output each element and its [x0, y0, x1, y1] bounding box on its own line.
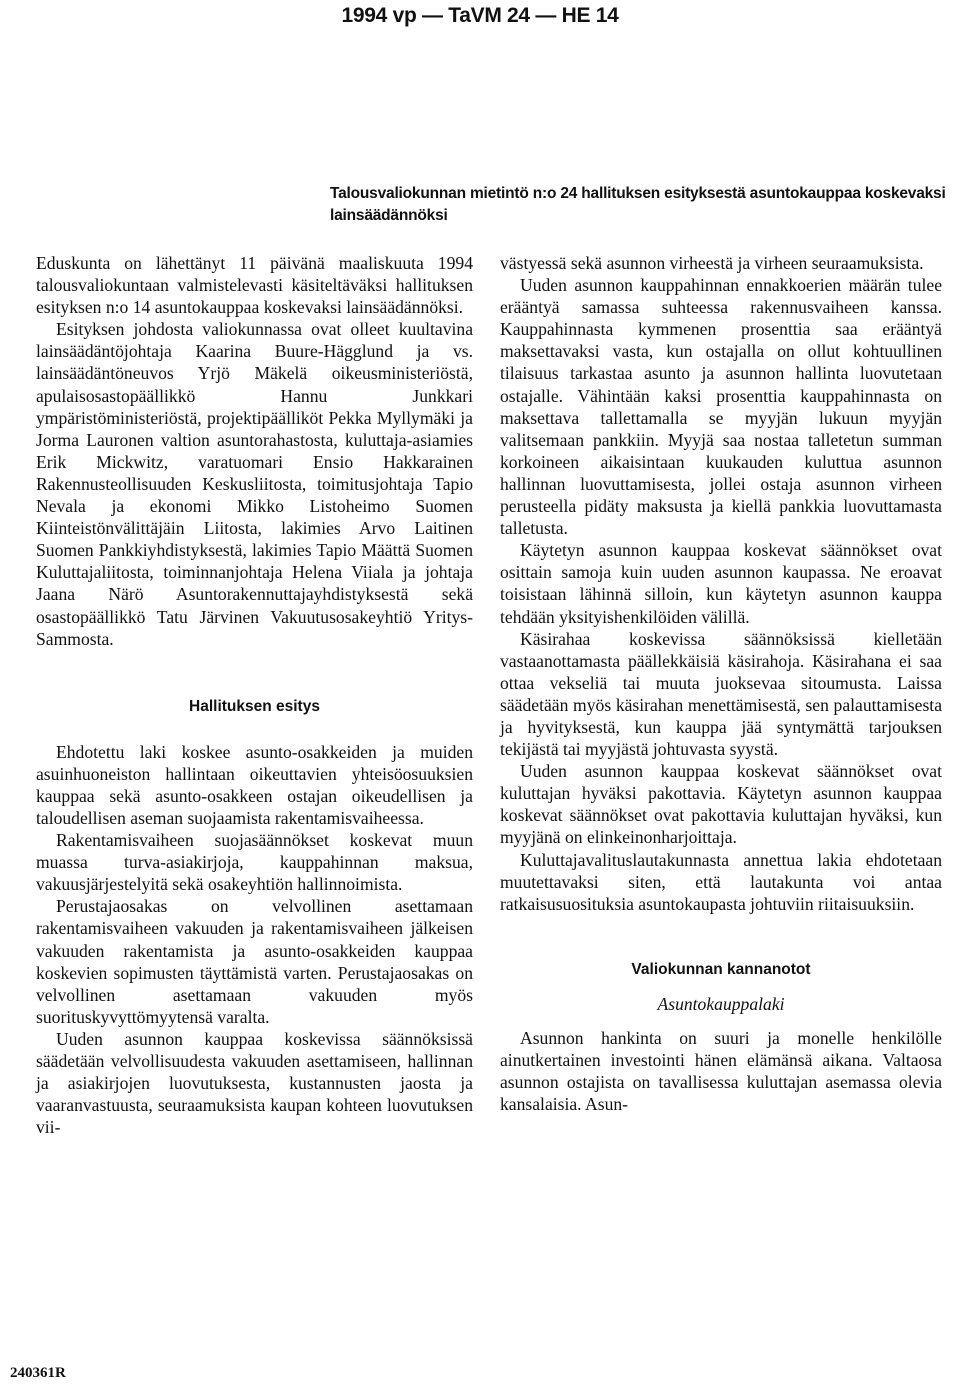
proposal-paragraph-4: Uuden asunnon kauppaa koskevissa säännöksissä säädetään velvollisuudesta vakuuden asettamiseen, hallinnan ja asiakirjojen luovutuksesta, kustannusten jaosta ja vaaranvastuusta, seuraamuksista kaupan kohteen luovutuksen vii-: [36, 1028, 473, 1138]
section-heading-committee-position: Valiokunnan kannanotot: [631, 960, 811, 978]
document-title: Talousvaliokunnan mietintö n:o 24 hallituksen esityksestä asuntokauppaa koskevaksi lainsäädännöksi: [330, 185, 946, 224]
left-column: [36, 252, 473, 1138]
page-header: 1994 vp — TaVM 24 — HE 14: [341, 4, 619, 27]
proposal-paragraph-2: Rakentamisvaiheen suojasäännökset koskevat muun muassa turva-asiakirjoja, kauppahinnan maksua, vakuusjärjestelyitä sekä osakeyhtiön hallinnoimista.: [36, 830, 473, 895]
used-apartment-paragraph: Käytetyn asunnon kauppaa koskevat säännökset ovat osittain samoja kuin uuden asunnon kaupassa. Ne eroavat toisistaan lähinnä silloin, kun käytetyn asunnon kauppa tehdään yksityishenkilöiden välillä.: [500, 540, 942, 627]
intro-paragraph: Eduskunta on lähettänyt 11 päivänä maaliskuuta 1994 talousvaliokuntaan valmistelevasti käsiteltäväksi hallituksen esityksen n:o 14 asuntokauppaa koskevaksi lainsäädännöksi.: [36, 253, 473, 318]
mandatory-rules-paragraph: Uuden asunnon kauppaa koskevat säännökset ovat kuluttajan hyväksi pakottavia. Käytetyn asunnon kauppaa koskevat säännökset ovat pakottavia kuluttajan hyväksi, kun myyjänä on elinkeinonharjoittaja.: [500, 761, 942, 848]
hearing-paragraph: Esityksen johdosta valiokunnassa ovat olleet kuultavina lainsäädäntöjohtaja Kaarina Buure-Hägglund ja vs. lainsäädäntöneuvos Yrjö Mäkelä oikeusministeriöstä, apulaisosastopäällikkö Hannu Junkkari ympäristöministeriöstä, projektipäälliköt Pekka Myllymäki ja Jorma Lauronen valtion asuntorahastosta, kuluttaja-asiamies Erik Mickwitz, varatuomari Ensio Hakkarainen Rakennusteollisuuden Keskusliitosta, toimitusjohtaja Tapio Nevala ja ekonomi Mikko Listoheimo Suomen Kiinteistönvälittäjäin Liitosta, lakimies Arvo Laitinen Suomen Pankkiyhdistyksestä, lakimies Tapio Määttä Suomen Kuluttajaliitosta, toiminnanjohtaja Helena Viiala ja johtaja Jaana Närö Asuntorakennuttajayhdistyksestä sekä osastopäällikkö Tatu Järvinen Vakuutusosakeyhtiö Yritys-Sammosta.: [36, 319, 473, 649]
subheading-housing-trade-act: Asuntokauppalaki: [657, 993, 785, 1014]
right-column: [500, 252, 942, 1115]
print-code: 240361R: [10, 1365, 66, 1381]
earnest-money-paragraph: Käsirahaa koskevissa säännöksissä kielletään vastaanottamasta päällekkäisiä käsirahoja. Käsirahana ei saa ottaa vekseliä tai muuta juoksevaa sitoumusta. Laissa säädetään myös käsirahan menettämisestä, sen palauttamisesta ja hyvityksestä, kun kauppa jää syntymättä tarjouksen tekijästä tai myyjästä johtuvasta syystä.: [500, 628, 942, 760]
committee-paragraph-1: Asunnon hankinta on suuri ja monelle henkilölle ainutkertainen investointi hänen elämänsä aikana. Valtaosa asunnon ostajista on tavallisessa kuluttajan asemassa olevia kansalaisia. Asun-: [500, 1027, 942, 1115]
consumer-board-paragraph: Kuluttajavalituslautakunnasta annettua lakia ehdotetaan muutettavaksi siten, että lautakunta voi antaa ratkaisusuosituksia asuntokaupasta johtuviin riitaisuuksiin.: [500, 849, 942, 914]
proposal-paragraph-1: Ehdotettu laki koskee asunto-osakkeiden ja muiden asuinhuoneiston hallintaan oikeuttavien yhteisöosuuksien kauppaa sekä asunto-osakkeen ostajan oikeudellisen ja taloudellisen aseman suojaamista rakentamisvaiheessa.: [36, 741, 473, 828]
installments-paragraph: Uuden asunnon kauppahinnan ennakkoerien määrän tulee erääntyä samassa suhteessa rakennusvaiheen kanssa. Kauppahinnasta kymmenen prosenttia saa erääntyä maksettavaksi vasta, kun ostajalla on ollut kohtuullinen tilaisuus tarkastaa asunto ja asunnon hallinta luovutetaan ostajalle. Vähintään kaksi prosenttia kauppahinnasta on maksettava tallettamalla se myyjän lukuun myyjän valitsemaan pankkiin. Myyjä saa nostaa talletetun summan korkoineen aikaisintaan kuukauden kuluttua asunnon hallinnan luovuttamisesta, jollei ostaja asunnon virheen perusteella pidäty maksusta ja kiellä pankkia luovuttamasta talletusta.: [500, 275, 942, 539]
continued-paragraph: västyessä sekä asunnon virheestä ja virheen seuraamuksista.: [500, 253, 924, 273]
proposal-paragraph-3: Perustajaosakas on velvollinen asettamaan rakentamisvaiheen vakuuden ja rakentamisvaiheen jälkeisen vakuuden rakentamista ja asunto-osakkeiden kauppaa koskevien sopimusten täyttämistä varten. Perustajaosakas on velvollinen asettamaan vakuuden myös suorituskyvyttömyytensä varalta.: [36, 896, 473, 1027]
section-heading-government-proposal: Hallituksen esitys: [189, 697, 320, 715]
